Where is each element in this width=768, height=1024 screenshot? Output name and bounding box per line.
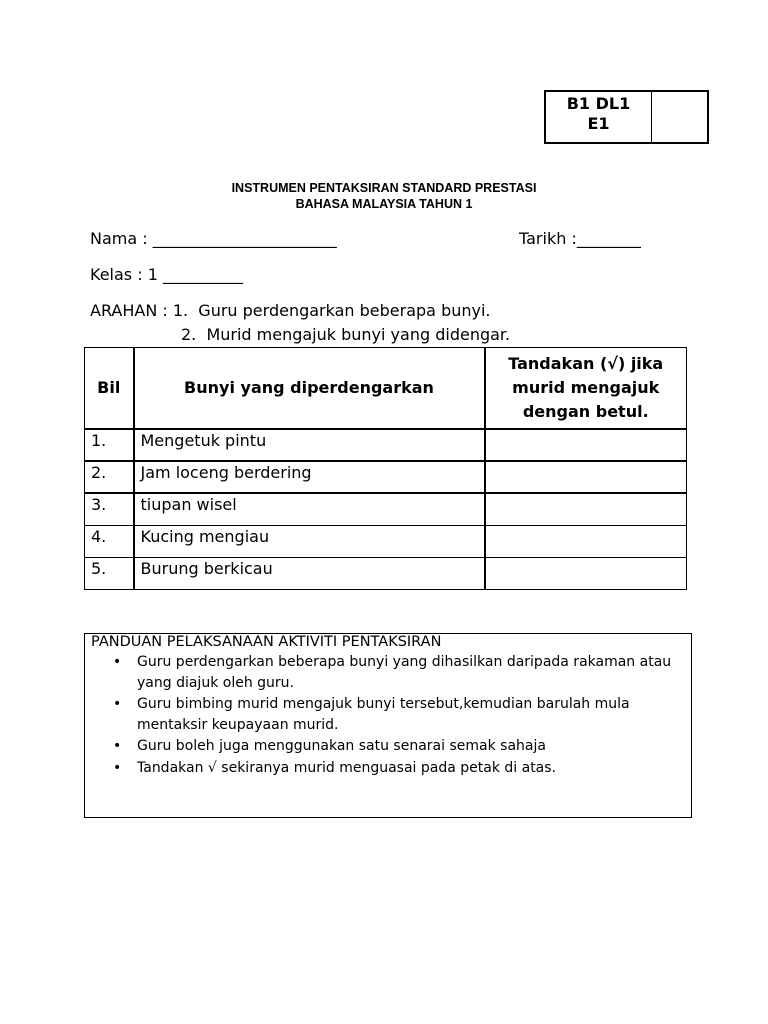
tarikh-field[interactable]: Tarikh :________ (519, 229, 641, 248)
table-row (85, 429, 687, 461)
bullet-icon: • (113, 654, 122, 670)
guidance-text: Tandakan √ sekiranya murid menguasai pada petak di atas. (137, 759, 557, 776)
table-row (85, 493, 687, 525)
guidance-text: Guru boleh juga menggunakan satu senarai semak sahaja (137, 738, 546, 754)
code-line-2: E1 (587, 114, 610, 133)
row-number: 1. (85, 429, 134, 461)
row-sound: Mengetuk pintu (134, 429, 485, 461)
sound-assessment-table (84, 347, 687, 590)
row-number: 2. (85, 461, 134, 493)
row-check-cell[interactable] (485, 525, 687, 557)
row-check-cell[interactable] (485, 461, 687, 493)
table-header-row (85, 348, 687, 430)
document-title: INSTRUMEN PENTAKSIRAN STANDARD PRESTASI (231, 181, 537, 195)
list-item (109, 736, 679, 757)
header-bil: Bil (85, 348, 134, 430)
row-check-cell[interactable] (485, 429, 687, 461)
code-score-cell[interactable] (652, 92, 707, 142)
guidance-text: Guru bimbing murid mengajuk bunyi tersebut,kemudian barulah mula mentaksir keupayaan murid. (137, 696, 630, 733)
instruction-1: ARAHAN : 1. Guru perdengarkan beberapa bunyi. (90, 301, 491, 320)
bullet-icon: • (113, 759, 122, 776)
row-number: 4. (85, 525, 134, 557)
guidance-list (109, 652, 679, 779)
header-tandakan: Tandakan (√) jika murid mengajuk dengan betul. (485, 348, 687, 430)
table-row (85, 525, 687, 557)
row-check-cell[interactable] (485, 557, 687, 589)
list-item (109, 758, 679, 779)
bullet-icon: • (113, 738, 122, 754)
nama-field[interactable]: Nama : _______________________ (90, 229, 337, 248)
bullet-icon: • (113, 696, 122, 712)
kelas-field[interactable]: Kelas : 1 __________ (90, 265, 243, 284)
guidance-title: PANDUAN PELAKSANAAN AKTIVITI PENTAKSIRAN (91, 634, 442, 650)
code-label (546, 92, 652, 142)
code-box (544, 90, 709, 144)
row-check-cell[interactable] (485, 493, 687, 525)
table-row (85, 461, 687, 493)
code-line-1: B1 DL1 (566, 94, 631, 113)
list-item (109, 652, 679, 693)
table-row (85, 557, 687, 589)
row-number: 5. (85, 557, 134, 589)
document-subtitle: BAHASA MALAYSIA TAHUN 1 (295, 197, 473, 211)
guidance-text: Guru perdengarkan beberapa bunyi yang dihasilkan daripada rakaman atau yang diajuk oleh guru. (137, 654, 672, 691)
row-sound: Kucing mengiau (134, 525, 485, 557)
row-sound: Jam loceng berdering (134, 461, 485, 493)
instruction-2: 2. Murid mengajuk bunyi yang didengar. (181, 325, 511, 344)
header-bunyi: Bunyi yang diperdengarkan (134, 348, 485, 430)
guidance-box (84, 633, 692, 818)
row-sound: tiupan wisel (134, 493, 485, 525)
list-item (109, 694, 679, 735)
row-sound: Burung berkicau (134, 557, 485, 589)
row-number: 3. (85, 493, 134, 525)
